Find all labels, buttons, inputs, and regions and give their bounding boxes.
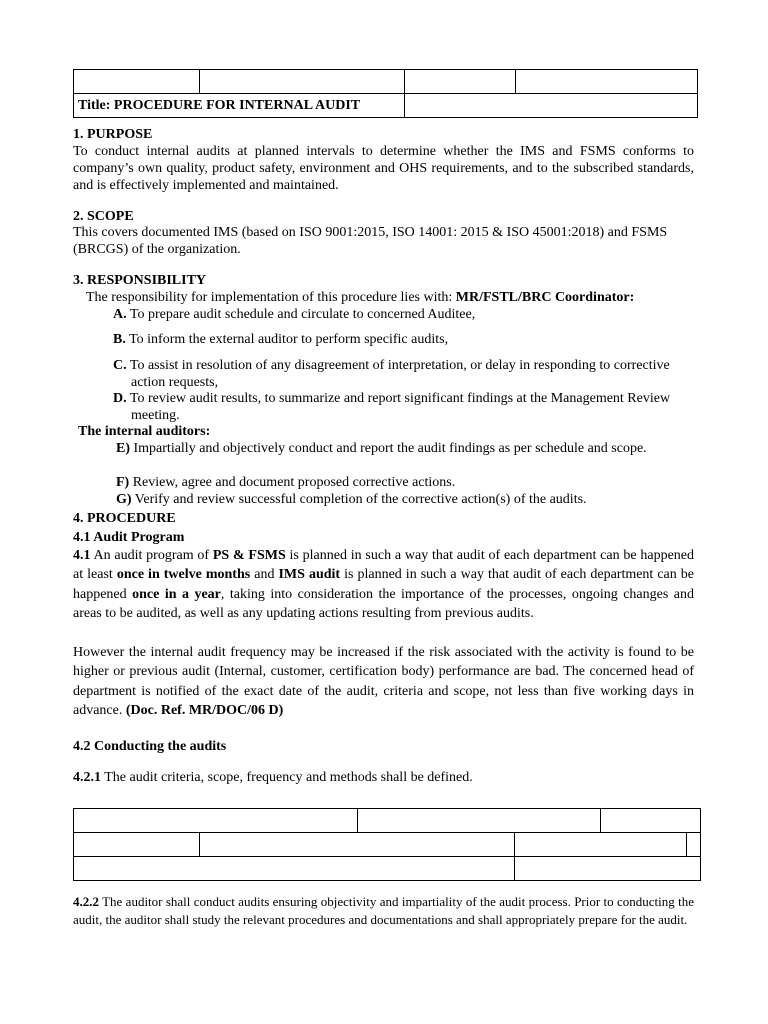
- doc-reference: (Doc. Ref. MR/DOC/06 D): [125, 702, 284, 718]
- conducting-audits-heading: 4.2 Conducting the audits: [73, 739, 227, 754]
- footer-cell: [357, 809, 601, 833]
- audit-program-heading: 4.1 Audit Program: [73, 530, 185, 545]
- audit-program-paragraph: 4.1 An audit program of PS & FSMS is planned in such a way that audit of each department can be happened at least once in twelve months and IMS audit is planned in such a way that audit of each department can be happened once in a year, taking into consideration the importance of the processes, ongoing changes and areas to be audited, as well as any updating actions resulting from previous audits.: [73, 548, 695, 621]
- responsibility-intro: The responsibility for implementation of this procedure lies with: MR/FSTL/BRC Coordinator:: [86, 290, 635, 305]
- header-cell: [516, 70, 698, 94]
- paragraph-4-2-1: 4.2.1 The audit criteria, scope, frequency and methods shall be defined.: [73, 770, 473, 785]
- list-item: A. To prepare audit schedule and circulate to concerned Auditee,: [113, 307, 476, 322]
- list-item: B. To inform the external auditor to perform specific audits,: [113, 332, 449, 347]
- list-item: C. To assist in resolution of any disagreement of interpretation, or delay in responding to corrective action requests,: [113, 358, 670, 390]
- purpose-heading: 1. PURPOSE: [73, 127, 153, 142]
- procedure-heading: 4. PROCEDURE: [73, 511, 176, 526]
- footer-cell: [200, 833, 515, 857]
- list-item: D. To review audit results, to summarize and report significant findings at the Management Review meeting.: [113, 391, 671, 423]
- footer-cell: [515, 833, 687, 857]
- audit-frequency-paragraph: However the internal audit frequency may be increased if the risk associated with the activity is found to be higher or previous audit (Internal, customer, certification body) performance are bad. The concerned head of department is notified of the exact date of the audit, criteria and scope, not less than five working days in advance. (Doc. Ref. MR/DOC/06 D): [73, 645, 694, 718]
- footer-cell: [74, 833, 200, 857]
- paragraph-4-2-2: 4.2.2 The auditor shall conduct audits ensuring objectivity and impartiality of the audit process. Prior to conducting the audit, the auditor shall study the relevant procedures and documentations and shall appropriately prepare for the audit.: [73, 894, 694, 927]
- list-item: F) Review, agree and document proposed corrective actions.: [116, 475, 456, 490]
- footer-cell: [687, 833, 701, 857]
- header-cell: [405, 94, 698, 118]
- header-cell: [74, 70, 200, 94]
- purpose-text: To conduct internal audits at planned intervals to determine whether the IMS and FSMS conforms to company’s own quality, product safety, environment and OHS requirements, and to the subscribed standards, and is effectively implemented and maintained.: [73, 144, 694, 193]
- footer-cell: [515, 857, 701, 881]
- list-item: E) Impartially and objectively conduct and report the audit findings as per schedule and scope.: [116, 441, 647, 456]
- scope-text: This covers documented IMS (based on ISO 9001:2015, ISO 14001: 2015 & ISO 45001:2018) and FSMS (BRCGS) of the organization.: [73, 225, 668, 257]
- document-title: Title: PROCEDURE FOR INTERNAL AUDIT: [74, 94, 405, 118]
- scope-heading: 2. SCOPE: [73, 209, 134, 224]
- header-cell: [200, 70, 405, 94]
- coordinator-label: MR/FSTL/BRC Coordinator:: [455, 290, 635, 305]
- list-item: G) Verify and review successful completion of the corrective action(s) of the audits.: [116, 492, 587, 507]
- footer-cell: [74, 809, 358, 833]
- internal-auditors-heading: The internal auditors:: [78, 424, 211, 439]
- footer-cell: [74, 857, 515, 881]
- footer-table: [73, 808, 701, 881]
- header-cell: [405, 70, 516, 94]
- footer-cell: [601, 809, 701, 833]
- responsibility-heading: 3. RESPONSIBILITY: [73, 273, 207, 288]
- header-table: [73, 69, 698, 118]
